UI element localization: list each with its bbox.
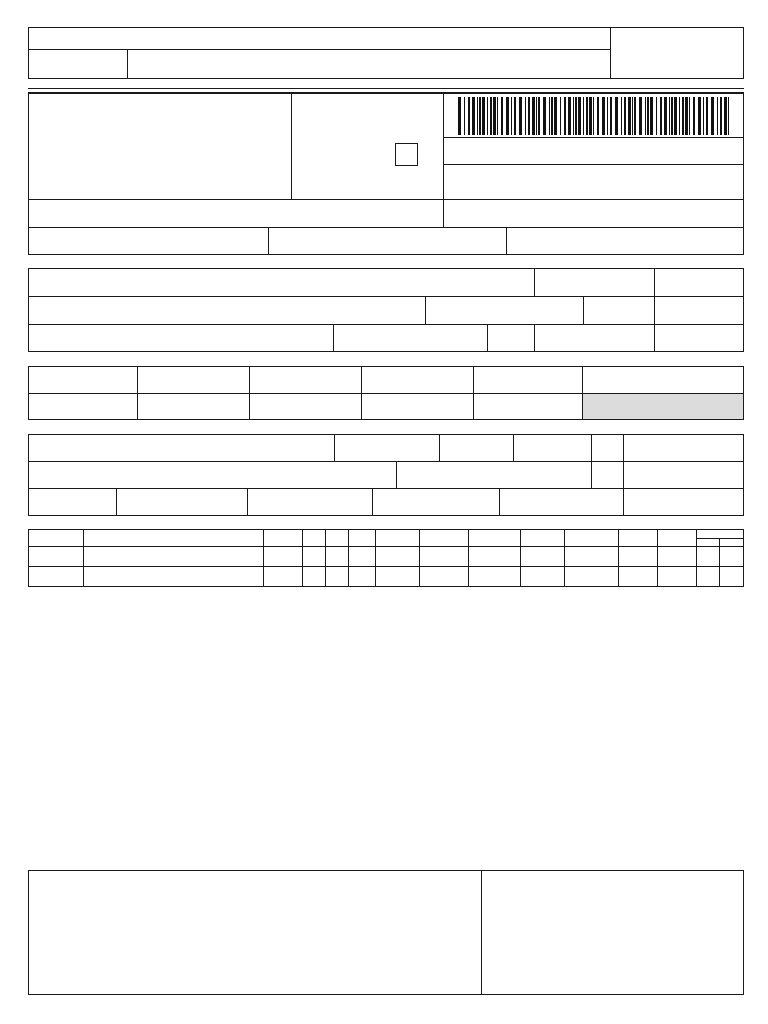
issue-date-field	[656, 270, 743, 295]
other-expenses-field	[251, 395, 360, 419]
transport-divider	[116, 488, 117, 516]
barcode-bar	[506, 97, 509, 135]
barcode-bar	[501, 97, 503, 135]
exit-time-field	[656, 326, 743, 351]
tax-divider	[361, 366, 362, 420]
substitute-registration-field	[270, 229, 505, 254]
barcode-bar	[724, 97, 727, 135]
barcode-bar	[597, 97, 599, 135]
barcode-bar	[624, 97, 626, 135]
consult-field	[445, 166, 743, 198]
identity-row-line-3	[28, 199, 744, 200]
carrier-registration-field	[625, 463, 743, 487]
items-table-subheader-line	[696, 538, 744, 539]
header-name-field	[129, 51, 609, 78]
barcode-bar	[528, 97, 530, 135]
zip-field	[585, 298, 653, 323]
items-table-col	[719, 538, 720, 587]
barcode-bar	[674, 97, 677, 135]
barcode-bar	[679, 97, 680, 135]
transport-divider	[396, 461, 397, 488]
barcode-bar	[564, 97, 566, 135]
transport-divider	[247, 488, 248, 516]
items-table-col	[696, 529, 697, 587]
issuer-field	[30, 95, 290, 199]
barcode-bar	[634, 97, 636, 135]
barcode-bar	[711, 97, 714, 135]
entry-field	[293, 95, 442, 199]
recipient-divider	[583, 296, 584, 324]
transport-divider	[623, 434, 624, 516]
species-field	[118, 490, 246, 515]
transport-divider	[513, 434, 514, 461]
identity-row-line-2	[443, 164, 744, 165]
barcode-bar	[464, 97, 465, 135]
barcode-bar	[560, 97, 561, 135]
header-title-field	[30, 29, 608, 49]
items-table-col	[618, 529, 619, 587]
barcode-bar	[703, 97, 704, 135]
tax-id-field	[508, 229, 743, 254]
items-table-col	[302, 529, 303, 587]
state-registration-field	[30, 229, 267, 254]
barcode-bar	[551, 97, 553, 135]
barcode-bar	[607, 97, 608, 135]
quantity-field	[30, 490, 115, 515]
transport-divider	[499, 488, 500, 516]
barcode-bar	[477, 97, 478, 135]
barcode-bar	[479, 97, 481, 135]
exit-date-field	[656, 298, 743, 323]
carrier-name-field	[30, 436, 333, 460]
barcode-bar	[639, 97, 642, 135]
barcode-bar	[472, 97, 475, 135]
barcode-bar	[578, 97, 581, 135]
items-table-col	[263, 529, 264, 587]
discount-field	[139, 395, 248, 419]
barcode-bar	[682, 97, 684, 135]
header-code-field	[30, 51, 126, 78]
barcode-bar	[525, 97, 526, 135]
barcode-bar	[514, 97, 516, 135]
identity-row-line-1	[443, 137, 744, 138]
vehicle-uf-field	[593, 436, 622, 460]
barcode-bar	[532, 97, 535, 135]
items-table-col	[564, 529, 565, 587]
header-divider	[610, 27, 611, 79]
transport-divider	[439, 434, 440, 461]
carrier-taxid-field	[625, 436, 743, 460]
table-header-code	[30, 530, 82, 545]
barcode-bar	[589, 97, 592, 135]
total-invoice-value-field	[583, 394, 743, 419]
brand-field	[249, 490, 371, 515]
protocol-field	[445, 201, 743, 226]
freight-value-field	[584, 368, 743, 392]
approx-tax-field	[475, 395, 581, 419]
barcode-bar	[698, 97, 701, 135]
tax-divider	[249, 366, 250, 420]
items-table-col	[348, 529, 349, 587]
tax-divider	[137, 366, 138, 420]
barcode-bar	[660, 97, 662, 135]
transport-row-line	[28, 488, 744, 489]
recipient-registration-field	[536, 326, 653, 351]
freight-mode-field	[336, 436, 438, 460]
recipient-row-line-2	[28, 324, 744, 325]
items-table-col	[419, 529, 420, 587]
district-field	[427, 298, 582, 323]
barcode-bar	[549, 97, 550, 135]
table-row	[30, 548, 82, 565]
barcode-bar	[543, 97, 546, 135]
recipient-divider	[487, 324, 488, 352]
transport-row-line	[28, 461, 744, 462]
recipient-name-field	[30, 270, 533, 295]
barcode-bar	[650, 97, 653, 135]
uf-field	[489, 326, 533, 351]
barcode-bar	[610, 97, 612, 135]
transport-divider	[372, 488, 373, 516]
barcode-bar	[519, 97, 522, 135]
barcode-bar	[493, 97, 496, 135]
transport-divider	[334, 434, 335, 461]
products-total-field	[475, 368, 581, 392]
barcode-bar	[706, 97, 708, 135]
barcode-bar	[645, 97, 646, 135]
barcode-bar	[583, 97, 584, 135]
complementary-info-field	[30, 872, 480, 993]
recipient-divider	[534, 324, 535, 352]
barcode-bar	[573, 97, 574, 135]
barcode-bar	[487, 97, 488, 135]
barcode-bar	[511, 97, 512, 135]
items-table-col	[520, 529, 521, 587]
vehicle-plate-field	[515, 436, 590, 460]
recipient-divider	[425, 296, 426, 324]
items-table-header-line	[28, 546, 744, 547]
header-sub-divider	[127, 49, 128, 79]
items-table-row-line	[28, 566, 744, 567]
barcode-bar	[575, 97, 577, 135]
barcode-bar	[669, 97, 670, 135]
identity-divider-2	[443, 93, 444, 227]
barcode-bar	[497, 97, 498, 135]
recipient-divider	[333, 324, 334, 352]
barcode-bar	[554, 97, 557, 135]
tax-divider	[473, 366, 474, 420]
phone-field	[335, 326, 486, 351]
barcode-bar	[490, 97, 492, 135]
recipient-divider	[654, 268, 655, 352]
additional-info-divider	[481, 870, 482, 995]
reserved-fisco-field	[483, 872, 743, 993]
identity-row-line-4	[28, 227, 744, 228]
barcode-bar	[693, 97, 695, 135]
barcode-bar	[615, 97, 618, 135]
barcode-bar	[628, 97, 631, 135]
carrier-city-field	[398, 463, 590, 487]
icms-st-value-field	[363, 368, 472, 392]
barcode-bar	[593, 97, 594, 135]
barcode-bar	[536, 97, 537, 135]
city-field	[30, 326, 332, 351]
table-header-description	[85, 530, 262, 545]
gross-weight-field	[501, 490, 622, 515]
items-table-col	[657, 529, 658, 587]
table-row	[30, 568, 82, 586]
nature-operation-field	[30, 201, 442, 226]
address-field	[30, 298, 424, 323]
barcode-bar	[568, 97, 571, 135]
barcode-bar	[656, 97, 657, 135]
items-table-col	[468, 529, 469, 587]
barcode-bar	[482, 97, 485, 135]
header-row-divider	[28, 49, 610, 50]
barcode-bar	[586, 97, 588, 135]
barcode-bar	[468, 97, 470, 135]
carrier-uf-field	[593, 463, 622, 487]
identity-divider-1	[291, 93, 292, 200]
numbering-field	[374, 490, 498, 515]
ipi-value-field	[363, 395, 472, 419]
barcode-bar	[717, 97, 718, 135]
antt-code-field	[441, 436, 512, 460]
icms-base-field	[30, 368, 136, 392]
icms-st-base-field	[251, 368, 360, 392]
barcode-bar	[728, 97, 729, 135]
recipient-taxid-field	[536, 270, 653, 295]
barcode-bar	[720, 97, 722, 135]
barcode-bar	[685, 97, 688, 135]
insurance-value-field	[30, 395, 136, 419]
barcode-bar	[538, 97, 540, 135]
access-key-field	[445, 139, 743, 163]
items-table-col	[325, 529, 326, 587]
separator-rule	[28, 88, 744, 89]
recipient-divider	[534, 268, 535, 296]
carrier-address-field	[30, 463, 395, 487]
barcode-bar	[664, 97, 667, 135]
items-table-col	[83, 529, 84, 587]
identity-divider-3	[268, 227, 269, 255]
barcode-bar	[671, 97, 673, 135]
barcode-bar	[621, 97, 622, 135]
transport-divider	[591, 434, 592, 488]
barcode-bar	[602, 97, 605, 135]
barcode-graphic	[458, 97, 730, 135]
items-table-col	[375, 529, 376, 587]
icms-value-field	[139, 368, 248, 392]
recipient-row-line-1	[28, 296, 744, 297]
barcode-bar	[632, 97, 633, 135]
identity-divider-4	[506, 227, 507, 255]
barcode-bar	[458, 97, 461, 135]
barcode-bar	[647, 97, 649, 135]
barcode-bar	[689, 97, 690, 135]
